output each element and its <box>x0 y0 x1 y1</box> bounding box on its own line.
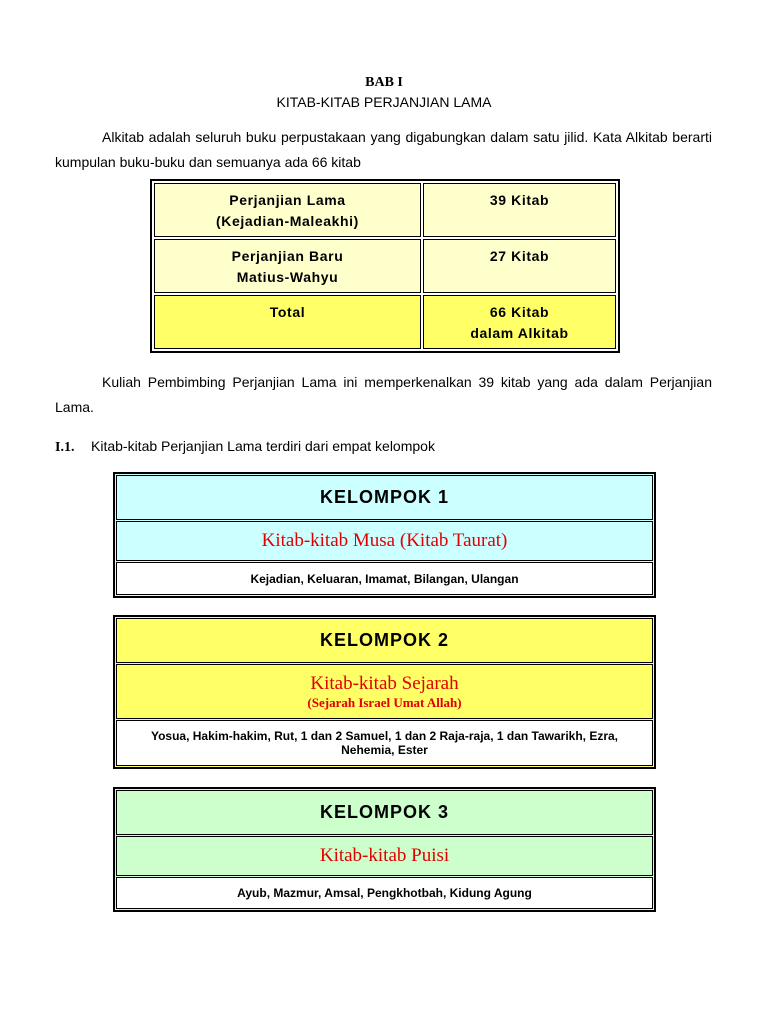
cell-line: 66 Kitab <box>489 304 550 320</box>
group-box-1 <box>113 472 656 598</box>
group-books: Kejadian, Keluaran, Imamat, Bilangan, Ulangan <box>250 571 519 586</box>
cell-line: Perjanjian Baru <box>231 248 344 264</box>
table-cell-count <box>423 239 616 293</box>
group-subnote: (Sejarah Israel Umat Allah) <box>307 694 462 710</box>
group-title-row <box>116 790 653 835</box>
group-subtitle: Kitab-kitab Puisi <box>319 845 450 866</box>
group-subtitle: Kitab-kitab Sejarah <box>310 672 459 694</box>
group-title-row <box>116 475 653 520</box>
course-paragraph-text: Kuliah Pembimbing Perjanjian Lama ini memperkenalkan 39 kitab yang ada dalam Perjanjian Lama. <box>55 374 712 415</box>
table-cell-name <box>154 183 421 237</box>
group-books-row <box>116 562 653 595</box>
chapter-title: KITAB-KITAB PERJANJIAN LAMA <box>276 94 492 110</box>
group-subtitle: Kitab-kitab Musa (Kitab Taurat) <box>261 530 508 551</box>
section-heading <box>55 438 435 456</box>
table-cell-count <box>423 183 616 237</box>
table-row-total <box>154 295 616 349</box>
intro-paragraph-text: Alkitab adalah seluruh buku perpustakaan yang digabungkan dalam satu jilid. Kata Alkitab berarti kumpulan buku-buku dan semuanya ada 66 kitab <box>55 129 712 170</box>
group-books-row <box>116 877 653 909</box>
cell-line: Total <box>269 304 306 320</box>
cell-line: (Kejadian-Maleakhi) <box>216 213 359 229</box>
group-box-2 <box>113 615 656 769</box>
group-subtitle-row <box>116 521 653 561</box>
group-subtitle-row <box>116 836 653 876</box>
group-title-row <box>116 618 653 663</box>
table-row <box>154 183 616 237</box>
cell-line: dalam Alkitab <box>470 325 569 341</box>
group-box-3 <box>113 787 656 912</box>
section-number: I.1. <box>55 440 75 455</box>
group-title: KELOMPOK 2 <box>319 630 449 650</box>
group-title: KELOMPOK 1 <box>319 487 449 507</box>
cell-line: Perjanjian Lama <box>229 192 346 208</box>
table-cell-name <box>154 295 421 349</box>
group-title: KELOMPOK 3 <box>319 802 449 822</box>
table-cell-name <box>154 239 421 293</box>
table-cell-count <box>423 295 616 349</box>
chapter-label: BAB I <box>365 75 403 90</box>
group-books-row <box>116 720 653 766</box>
course-paragraph <box>55 370 712 420</box>
group-subtitle-row <box>116 664 653 719</box>
cell-line: 39 Kitab <box>489 192 550 208</box>
cell-line: Matius-Wahyu <box>236 269 339 285</box>
intro-paragraph <box>55 125 712 175</box>
section-text: Kitab-kitab Perjanjian Lama terdiri dari empat kelompok <box>91 438 435 454</box>
table-row <box>154 239 616 293</box>
testament-summary-table <box>150 179 620 353</box>
cell-line: 27 Kitab <box>489 248 550 264</box>
group-books: Yosua, Hakim-hakim, Rut, 1 dan 2 Samuel, 1 dan 2 Raja-raja, 1 dan Tawarikh, Ezra, Nehemia, Ester <box>150 729 619 757</box>
group-books: Ayub, Mazmur, Amsal, Pengkhotbah, Kidung Agung <box>237 886 532 900</box>
